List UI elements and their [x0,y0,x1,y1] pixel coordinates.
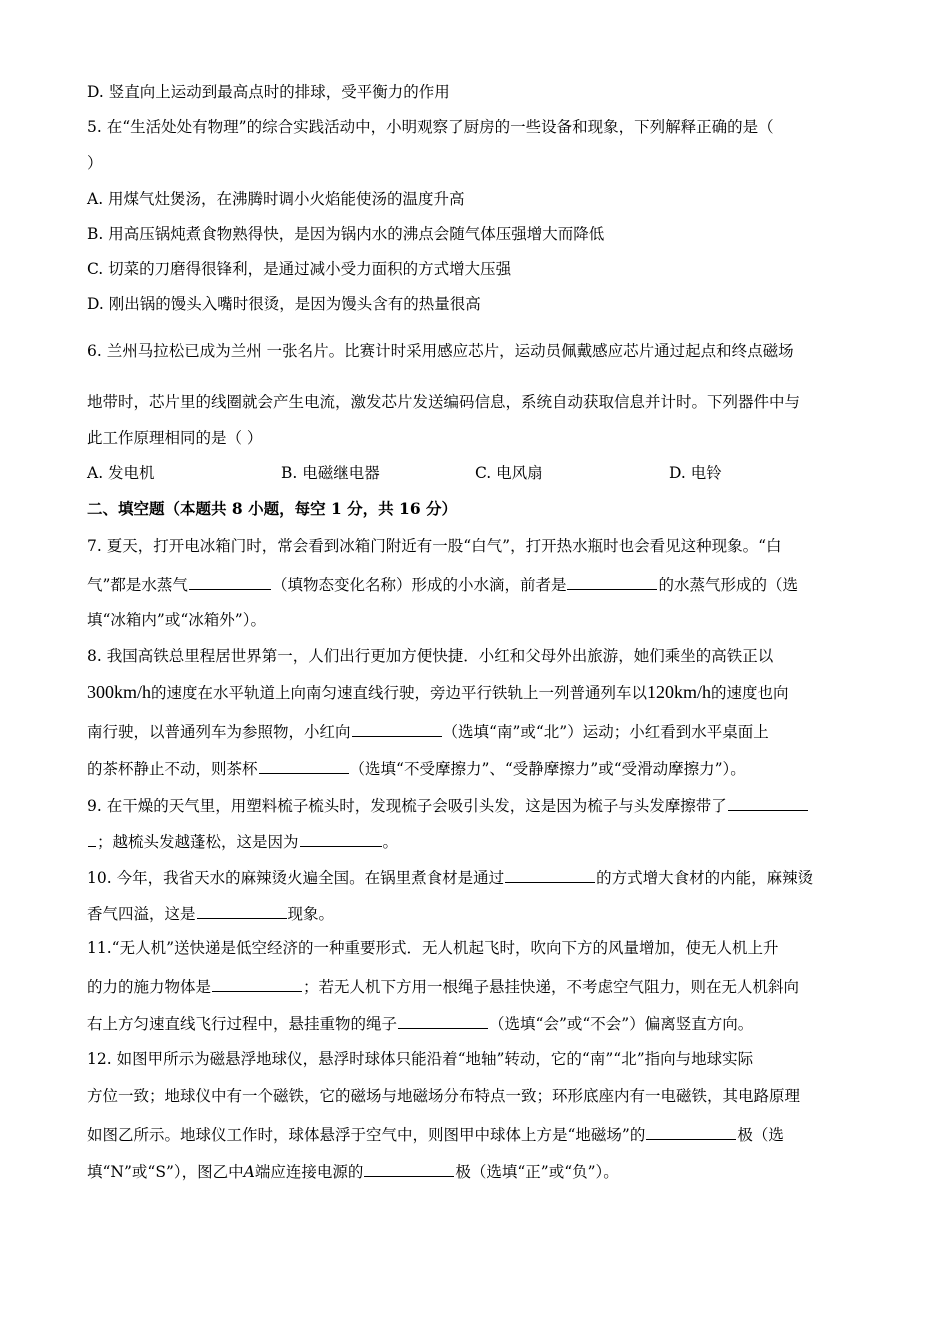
q9-line2 [87,830,398,852]
q6-option-b: B. 电磁继电器 [281,464,380,482]
q7-blank-1[interactable] [189,573,271,590]
q12-text-4c: 极（选填“正”或“负”）。 [455,1163,619,1181]
q12-line4 [87,1160,619,1182]
q8-blank-2[interactable] [259,757,349,774]
q8-text-4a: 的茶杯静止不动，则茶杯 [87,760,258,778]
q5-option-b: B. 用高压锅炖煮食物熟得快，是因为锅内水的沸点会随气体压强增大而降低 [87,225,605,243]
q4-option-d: D. 竖直向上运动到最高点时的排球，受平衡力的作用 [87,83,450,101]
q8-text-2a: 的速度在水平轨道上向南匀速直线行驶，旁边平行铁轨上一列普通列车以 [151,684,648,702]
q9-blank-1-tail [88,830,96,847]
q12-var-a: A [243,1163,255,1181]
q6-stem-line2: 地带时，芯片里的线圈就会产生电流，激发芯片发送编码信息，系统自动获取信息并计时。下列器件中与 [87,393,801,411]
q9-text-2b: 。 [382,833,399,851]
q8-text-2b: 的速度也向 [711,684,789,702]
q8-line3 [87,720,769,742]
q11-line2 [87,975,799,997]
q7-text-c: 的水蒸气形成的（选 [658,576,798,594]
q5-option-a: A. 用煤气灶煲汤，在沸腾时调小火焰能使汤的温度升高 [87,190,465,208]
q12-blank-1[interactable] [646,1123,736,1140]
section-title-fill-in: 二、填空题（本题共 8 小题，每空 1 分，共 16 分） [87,499,458,518]
q7-text-b: （填物态变化名称）形成的小水滴，前者是 [271,576,567,594]
q7-line2 [87,573,798,595]
q9-text-2a: ；越梳头发越蓬松，这是因为 [97,833,299,851]
q10-text-2b: 现象。 [287,905,335,923]
q12-text-4a: 填“N”或“S”），图乙中 [87,1163,244,1181]
q11-blank-2[interactable] [398,1012,488,1029]
q8-speed-300: 300km/h [87,682,152,702]
q8-speed-120: 120km/h [647,682,712,702]
q8-text-3b: （选填“南”或“北”）运动；小红看到水平桌面上 [442,723,769,741]
q8-line2 [87,682,789,703]
q12-blank-2[interactable] [364,1160,454,1177]
q11-text-2b: ；若无人机下方用一根绳子悬挂快递，不考虑空气阻力，则在无人机斜向 [303,978,800,996]
q5-stem-line1: 5. 在“生活处处有物理”的综合实践活动中，小明观察了厨房的一些设备和现象，下列解释正确的是（ [87,118,774,136]
q9-blank-1[interactable] [728,794,808,811]
q5-option-c: C. 切菜的刀磨得很锋利，是通过减小受力面积的方式增大压强 [87,260,512,278]
q6-option-a: A. 发电机 [87,464,155,482]
q7-line3: 填“冰箱内”或“冰箱外”）。 [87,611,266,629]
q12-line3 [87,1123,784,1145]
q7-text-a: 气”都是水蒸气 [87,576,188,594]
q9-line1 [87,794,809,816]
q8-blank-1[interactable] [352,720,442,737]
q11-text-3b: （选填“会”或“不会”）偏离竖直方向。 [489,1015,754,1033]
q10-blank-1[interactable] [505,866,595,883]
q12-line1: 12. 如图甲所示为磁悬浮地球仪，悬浮时球体只能沿着“地轴”转动，它的“南”“北”指向与地球实际 [87,1050,754,1068]
q10-blank-2[interactable] [197,902,287,919]
q8-text-4b: （选填“不受摩擦力”、“受静摩擦力”或“受滑动摩擦力”）。 [349,760,746,778]
q11-line3 [87,1012,753,1034]
q6-option-d: D. 电铃 [669,464,722,482]
q7-blank-2[interactable] [567,573,657,590]
q8-line1: 8. 我国高铁总里程居世界第一，人们出行更加方便快捷．小红和父母外出旅游，她们乘坐的高铁正以 [87,647,774,665]
q10-line1 [87,866,813,888]
q5-stem-line2: ） [87,154,103,172]
q10-line2 [87,902,334,924]
q7-line1: 7. 夏天，打开电冰箱门时，常会看到冰箱门附近有一股“白气”，打开热水瓶时也会看见这种现象。“白 [87,537,782,555]
q11-line1: 11.“无人机”送快递是低空经济的一种重要形式．无人机起飞时，吹向下方的风量增加，使无人机上升 [87,939,779,957]
q5-option-d: D. 刚出锅的馒头入嘴时很烫，是因为馒头含有的热量很高 [87,295,481,313]
q9-blank-2[interactable] [300,830,382,847]
q10-text-2a: 香气四溢，这是 [87,905,196,923]
q12-line2: 方位一致；地球仪中有一个磁铁，它的磁场与地磁场分布特点一致；环形底座内有一电磁铁，其电路原理 [87,1087,801,1105]
q11-blank-1[interactable] [212,975,302,992]
q10-text-1b: 的方式增大食材的内能，麻辣烫 [596,869,814,887]
q12-text-3a: 如图乙所示。地球仪工作时，球体悬浮于空气中，则图甲中球体上方是“地磁场”的 [87,1126,646,1144]
q6-stem-line1: 6. 兰州马拉松已成为兰州 一张名片。比赛计时采用感应芯片，运动员佩戴感应芯片通过起点和终点磁场 [87,342,794,360]
q6-option-c: C. 电风扇 [475,464,543,482]
q6-stem-line3: 此工作原理相同的是（ ） [87,429,263,447]
q8-text-3a: 南行驶，以普通列车为参照物，小红向 [87,723,351,741]
q9-text-1: 9. 在干燥的天气里，用塑料梳子梳头时，发现梳子会吸引头发，这是因为梳子与头发摩擦带了 [87,797,727,815]
q8-line4 [87,757,746,779]
q11-text-3a: 右上方匀速直线飞行过程中，悬挂重物的绳子 [87,1015,398,1033]
q12-text-4b: 端应连接电源的 [254,1163,364,1181]
q10-text-1a: 10. 今年，我省天水的麻辣烫火遍全国。在锅里煮食材是通过 [87,869,505,887]
q12-text-3b: 极（选 [737,1126,784,1144]
q11-text-2a: 的力的施力物体是 [87,978,212,996]
